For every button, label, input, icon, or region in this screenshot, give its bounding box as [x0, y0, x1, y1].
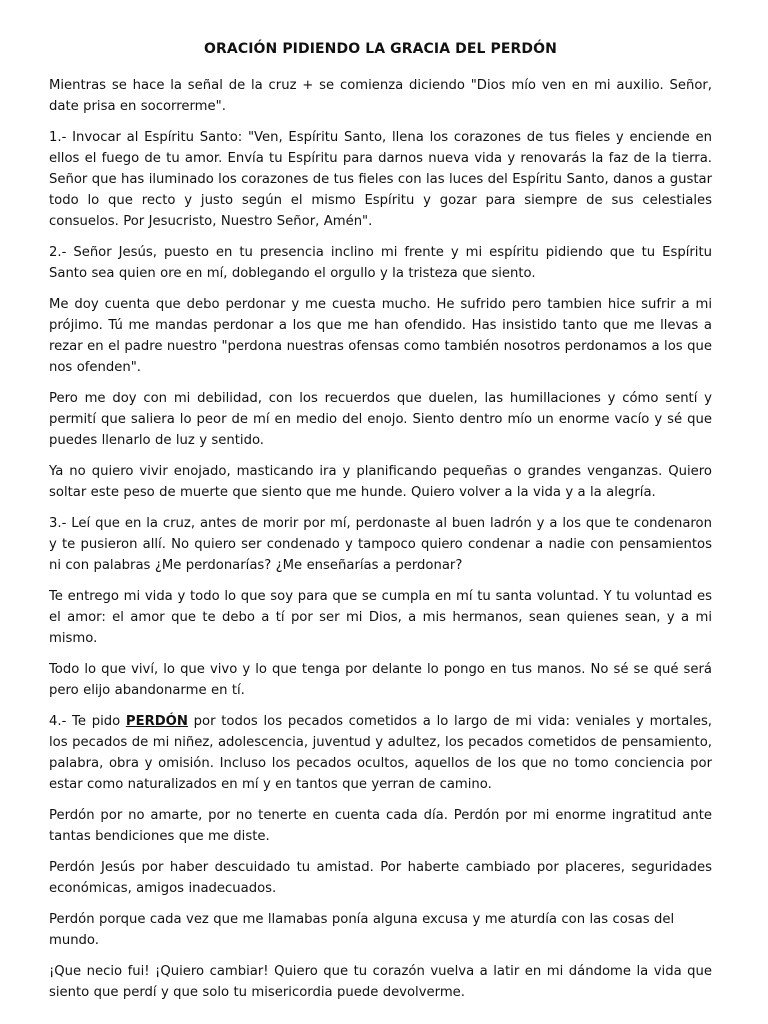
paragraph-closing: ¡Que necio fui! ¡Quiero cambiar! Quiero que tu corazón vuelva a latir en mi dándome la vida que siento que perdí y que solo tu misericordia puede devolverme. — [49, 964, 712, 1000]
paragraph-perdon-1: Perdón por no amarte, por no tenerte en cuenta cada día. Perdón por mi enorme ingratitud ante tantas bendiciones que me diste. — [49, 808, 712, 844]
paragraph-surrender: Te entrego mi vida y todo lo que soy para que se cumpla en mí tu santa voluntad. Y tu voluntad es el amor: el amor que te debo a tí por ser mi Dios, a mis hermanos, sean quienes sean, y a mi mismo. — [49, 589, 712, 646]
paragraph-forgive: Me doy cuenta que debo perdonar y me cuesta mucho. He sufrido pero tambien hice sufrir a mi prójimo. Tú me mandas perdonar a los que me han ofendido. Has insistido tanto que me llevas a rezar en el padre nuestro "perdona nuestras ofensas como también nosotros perdonamos a los que nos ofenden". — [49, 297, 712, 375]
paragraph-perdon-2: Perdón Jesús por haber descuidado tu amistad. Por haberte cambiado por placeres, seguridades económicas, amigos inadecuados. — [49, 860, 712, 896]
paragraph-step-4 — [49, 711, 712, 795]
paragraph-intro: Mientras se hace la señal de la cruz + se comienza diciendo "Dios mío ven en mi auxilio. Señor, date prisa en socorrerme". — [49, 78, 712, 114]
perdon-emphasis: PERDÓN — [125, 714, 188, 729]
document-title: ORACIÓN PIDIENDO LA GRACIA DEL PERDÓN — [204, 41, 557, 57]
paragraph-weakness: Pero me doy con mi debilidad, con los recuerdos que duelen, las humillaciones y cómo sentí y permití que saliera lo peor de mí en medio del enojo. Siento dentro mío un enorme vacío y sé que puedes llenarlo de luz y sentido. — [49, 391, 712, 448]
paragraph-invocation: 1.- Invocar al Espíritu Santo: "Ven, Espíritu Santo, llena los corazones de tus fieles y enciende en ellos el fuego de tu amor. Envía tu Espíritu para darnos nueva vida y renovarás la faz de la tierra. Señor que has iluminado los corazones de tus fieles con las luces del Espíritu Santo, danos a gustar todo lo que recto y justo según el mismo Espíritu y gozar para siempre de sus celestiales consuelos. Por Jesucristo, Nuestro Señor, Amén". — [49, 130, 712, 229]
paragraph-anger: Ya no quiero vivir enojado, masticando ira y planificando pequeñas o grandes venganzas. Quiero soltar este peso de muerte que siento que me hunde. Quiero volver a la vida y a la alegría. — [49, 464, 712, 500]
paragraph-step-2: 2.- Señor Jesús, puesto en tu presencia inclino mi frente y mi espíritu pidiendo que tu Espíritu Santo sea quien ore en mí, doblegando el orgullo y la tristeza que siento. — [49, 245, 712, 281]
paragraph-step-3: 3.- Leí que en la cruz, antes de morir por mí, perdonaste al buen ladrón y a los que te condenaron y te pusieron allí. No quiero ser condenado y tampoco quiero condenar a nadie con pensamientos ni con palabras ¿Me perdonarías? ¿Me enseñarías a perdonar? — [49, 516, 712, 573]
step-4-prefix: 4.- Te pido — [49, 714, 126, 729]
document-page — [49, 38, 712, 1013]
paragraph-abandon: Todo lo que viví, lo que vivo y lo que tenga por delante lo pongo en tus manos. No sé se qué será pero elijo abandonarme en tí. — [49, 662, 712, 698]
step-4-body: por todos los pecados cometidos a lo largo de mi vida: veniales y mortales, los pecados de mi niñez, adolescencia, juventud y adultez, los pecados cometidos de pensamiento, palabra, obra y omisión. Incluso los pecados ocultos, aquellos de los que no tomo conciencia por estar como naturalizados en mí y en tantos que yerran de camino. — [49, 714, 713, 792]
paragraph-perdon-3: Perdón porque cada vez que me llamabas ponía alguna excusa y me aturdía con las cosas del mundo. — [49, 912, 675, 948]
